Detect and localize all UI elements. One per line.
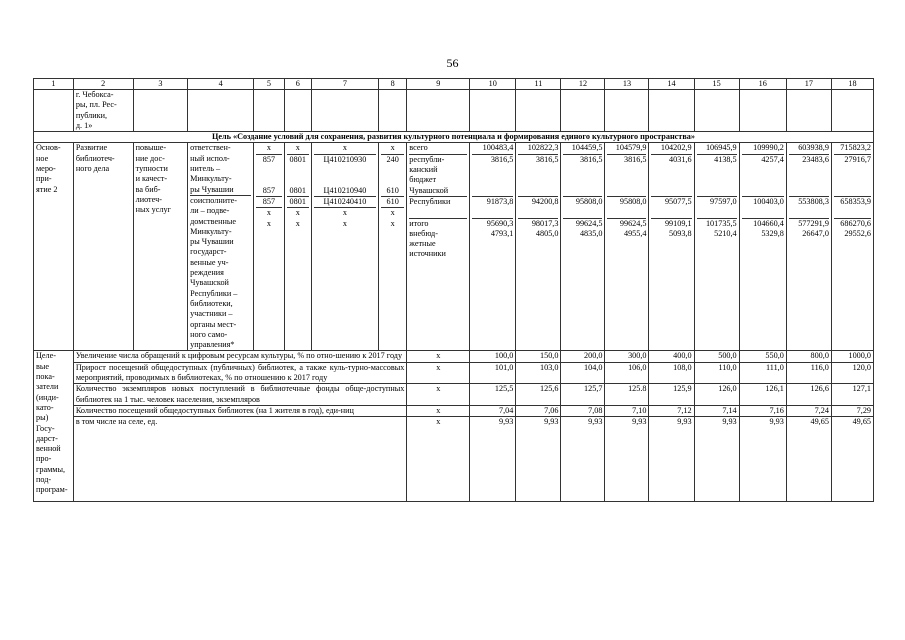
indicator-value: 127,1 [831,384,873,406]
column-header: 14 [649,79,694,90]
column-header: 15 [694,79,739,90]
cell-line: Чувашской [190,278,229,288]
cell-line: управления* [190,340,235,350]
indicator-value: 7,04 [470,405,516,416]
cell-line: и качест- [135,174,168,184]
indicator-value: 9,93 [470,417,516,502]
cell-line: ры Чувашии [190,184,234,194]
column-header: 6 [284,79,311,90]
cell-line: граммы, [36,464,65,474]
event-executors [190,143,251,350]
cell-line: х [295,143,300,153]
cell-line: ры Чувашии [190,237,234,247]
cell-line: 553808,3 [789,196,829,207]
cell-line [314,165,376,175]
cell-line: 3816,5 [563,154,602,165]
cell-line: 3816,5 [518,154,558,165]
cell-line: 100483,4 [482,143,514,153]
indicator-value: 125,5 [470,384,516,406]
address-cell [76,90,131,131]
cell-line [789,186,829,196]
cell-line: 91873,8 [472,196,513,207]
column-header: 18 [831,79,873,90]
cell-line: ного само- [190,329,228,339]
indicator-value: 9,93 [516,417,561,502]
cell-line: 94200,8 [518,196,558,207]
cell-line [607,207,646,217]
event-values-2024 [697,143,737,239]
cell-line: х [314,207,376,218]
goal-title: Цель «Создание условий для сохранения, развития культурного потенциала и формирования единого культурного пространства» [34,132,874,143]
cell-line: пока- [36,372,55,382]
event-section-codes [287,143,309,228]
column-header: 8 [378,79,406,90]
cell-line: 857 [256,154,281,165]
cell-line: х [390,143,395,153]
cell-line: 0801 [287,196,309,207]
cell-line: 95808,0 [563,196,602,207]
indicator-value: 49,65 [786,417,831,502]
column-header: 17 [786,79,831,90]
cell-line [607,186,646,196]
indicator-row [34,384,874,406]
cell-line: тупности [135,164,168,174]
indicator-value: 103,0 [516,362,561,384]
indicator-value: 9,93 [649,417,694,502]
cell-line: Республики [409,196,467,207]
cell-line [287,165,309,175]
cell-line [287,175,309,185]
cell-line: х [287,207,309,218]
indicator-value: 9,93 [561,417,605,502]
cell-line: органы мест- [190,319,237,329]
cell-line: 4138,5 [697,154,737,165]
cell-line: ного дела [75,164,110,174]
cell-line [472,207,513,217]
column-header: 16 [739,79,786,90]
cell-line [742,175,784,185]
cell-line: венные уч- [190,257,229,267]
cell-line: 23483,6 [789,154,829,165]
indicator-row [34,417,874,502]
cell-line: (инди- [36,392,59,402]
indicator-value: 500,0 [694,351,739,362]
cell-line: 5329,8 [761,228,784,238]
indicator-value: 49,65 [831,417,873,502]
cell-line: 3816,5 [472,154,513,165]
cell-line: 603938,9 [798,143,829,153]
cell-line [742,186,784,196]
cell-line: жетные [409,239,436,249]
indicator-value: 400,0 [649,351,694,362]
indicator-value: 200,0 [561,351,605,362]
cell-line [834,207,871,217]
cell-line: дарст- [36,433,58,443]
cell-line: г. Чебокса- [75,90,114,99]
cell-line: соисполните- [190,195,251,206]
column-header: 4 [188,79,254,90]
indicator-value: 9,93 [694,417,739,502]
cell-line: х [295,218,300,228]
event-values-2026-2030 [789,143,829,239]
indicator-value: 7,12 [649,405,694,416]
indicator-value: 125,9 [649,384,694,406]
cell-line [563,165,602,175]
event-values-2022 [607,143,646,239]
cell-line: 26647,0 [802,228,829,238]
cell-line: про- [36,454,52,464]
cell-line: 240 [381,154,404,165]
cell-line: вые [36,361,50,371]
column-header: 11 [516,79,561,90]
indicator-value: 7,24 [786,405,831,416]
column-header: 2 [73,79,133,90]
cell-line [518,186,558,196]
event-values-2021 [563,143,602,239]
indicator-row [34,405,874,416]
cell-line: 95808,0 [607,196,646,207]
column-header: 5 [254,79,284,90]
indicator-unit: х [407,362,470,384]
cell-line [651,186,691,196]
cell-line: 658353,9 [834,196,871,207]
cell-line: 102822,3 [527,143,559,153]
indicator-value: 100,0 [470,351,516,362]
cell-line: 4257,4 [742,154,784,165]
cell-line: 857 [262,185,276,195]
indicator-value: 7,06 [516,405,561,416]
indicator-name: Количество экземпляров новых поступлений в библиотечные фонды обще-доступных библиотек на 1 тыс. человек населения, экземпляров [73,384,406,406]
indicator-name: в том числе на селе, ед. [73,417,406,502]
cell-line: Госу- [36,423,55,433]
cell-line: Ц410210930 [314,154,376,165]
indicator-name: Прирост посещений общедоступных (публичных) библиотек, а также куль-турно-массовых мероприятий, проводимых в библиотеках, % по отношению к 2017 году [73,362,406,384]
cell-line: итого [409,218,467,229]
column-header: 9 [407,79,470,90]
cell-line: 104202,9 [660,143,692,153]
cell-line: 715823,2 [840,143,871,153]
cell-line [697,186,737,196]
cell-line: 99624,5 [563,218,602,229]
indicator-value: 7,16 [739,405,786,416]
column-header: 12 [561,79,605,90]
cell-line: ва биб- [135,184,161,194]
event-expense-codes [381,143,404,228]
cell-line: Минкульту- [190,174,232,184]
cell-line: 97597,0 [697,196,737,207]
cell-line [256,175,281,185]
indicator-value: 300,0 [605,351,649,362]
cell-line: х [266,218,271,228]
cell-line: 4835,0 [579,228,603,238]
cell-line: Развитие [75,143,108,153]
cell-line: источники [409,249,446,259]
cell-line: х [381,207,404,218]
indicator-value: 9,93 [605,417,649,502]
cell-line: 106945,9 [705,143,737,153]
cell-line [697,175,737,185]
cell-line: 4031,6 [651,154,691,165]
cell-line: лиотеч- [135,194,162,204]
cell-line: 857 [256,196,281,207]
cell-line: х [256,207,281,218]
cell-line [834,175,871,185]
cell-line: ятие 2 [36,184,58,194]
cell-line [834,186,871,196]
cell-line [472,186,513,196]
cell-line: повыше- [135,143,167,153]
cell-line: бюджет [409,175,437,185]
cell-line: 5093,8 [669,228,692,238]
cell-line: ние дос- [135,153,165,163]
cell-line [834,165,871,175]
indicator-value: 126,1 [739,384,786,406]
indicator-value: 7,29 [831,405,873,416]
cell-line: Ц410240410 [314,196,376,207]
cell-line: Целе- [36,351,56,361]
cell-line: 104660,4 [742,218,784,229]
cell-line: публики, [75,110,108,120]
cell-line: 27916,7 [834,154,871,165]
event-funding-sources [409,143,467,259]
cell-line: като- [36,402,54,412]
indicator-value: 1000,0 [831,351,873,362]
column-header: 1 [34,79,74,90]
cell-line: х [342,143,347,153]
indicator-value: 125,7 [561,384,605,406]
cell-line: 3816,5 [607,154,646,165]
cell-line: 0801 [289,185,306,195]
cell-line: 95077,5 [651,196,691,207]
cell-line: 100403,0 [742,196,784,207]
cell-line: Республики – [190,288,238,298]
event-type [36,143,71,194]
cell-line: 101735,5 [697,218,737,229]
indicator-value: 550,0 [739,351,786,362]
cell-line [607,165,646,175]
cell-line: 577291,9 [789,218,829,229]
cell-line: канский [409,165,438,175]
event-row [34,143,874,351]
cell-line [314,175,376,185]
indicator-value: 800,0 [786,351,831,362]
cell-line: Чувашской [409,185,449,195]
indicator-unit: х [407,351,470,362]
column-header: 10 [470,79,516,90]
cell-line: 95690,3 [472,218,513,229]
cell-line [381,165,404,175]
cell-line: 4793,1 [490,228,514,238]
cell-line: республи- [409,154,467,165]
indicator-value: 101,0 [470,362,516,384]
cell-line [256,165,281,175]
cell-line [789,207,829,217]
cell-line [409,207,467,217]
cell-line: библиотеч- [75,153,115,163]
cell-line: 98017,3 [518,218,558,229]
event-goal [136,143,186,215]
cell-line: ли – подве- [190,206,230,216]
cell-line [742,165,784,175]
cell-line: под- [36,474,52,484]
indicator-value: 104,0 [561,362,605,384]
cell-line [518,165,558,175]
cell-line [789,175,829,185]
event-values-2020 [518,143,558,239]
cell-line: ный испол- [190,153,230,163]
indicators-label [34,351,74,502]
cell-line: всего [409,143,428,153]
cell-line [697,165,737,175]
event-values-2031-2035 [834,143,871,239]
address-row [34,90,874,132]
cell-line [651,165,691,175]
cell-line [472,165,513,175]
cell-line: реждения [190,268,224,278]
cell-line [518,175,558,185]
indicator-value: 7,08 [561,405,605,416]
cell-line: ных услуг [135,205,171,215]
indicator-value: 116,0 [786,362,831,384]
indicator-value: 125.8 [605,384,649,406]
column-header: 3 [133,79,188,90]
indicator-value: 111,0 [739,362,786,384]
event-values-2023 [651,143,691,239]
indicator-value: 108,0 [649,362,694,384]
cell-line [472,175,513,185]
goal-row [34,132,874,143]
event-values-2019 [472,143,513,239]
cell-line [697,207,737,217]
indicator-name: Количество посещений общедоступных библиотек (на 1 жителя в год), еди-ниц [73,405,406,416]
indicator-unit: х [407,384,470,406]
cell-line: д. 1» [75,120,93,130]
indicator-value: 150,0 [516,351,561,362]
cell-line: ответствен- [190,143,231,153]
indicator-value: 120,0 [831,362,873,384]
cell-line: 610 [386,185,399,195]
cell-line: участники – [190,309,233,319]
event-values-2025 [742,143,784,239]
column-header-row [34,79,874,90]
cell-line: венной [36,444,61,454]
column-header: 13 [605,79,649,90]
cell-line [563,207,602,217]
cell-line: х [266,143,271,153]
cell-line: 0801 [287,154,309,165]
cell-line: 610 [381,196,404,207]
cell-line: меро- [36,164,56,174]
cell-line [742,207,784,217]
cell-line: внебюд- [409,228,438,238]
cell-line: 99109,1 [651,218,691,229]
indicator-row [34,362,874,384]
indicator-value: 126,6 [786,384,831,406]
cell-line: при- [36,174,52,184]
cell-line [563,186,602,196]
indicator-unit: х [407,405,470,416]
cell-line: домственные [190,216,236,226]
cell-line: 4805,0 [535,228,559,238]
cell-line [518,207,558,217]
event-grbs-codes [256,143,281,228]
cell-line [607,175,646,185]
cell-line: х [390,218,395,228]
cell-line: 104459,5 [571,143,603,153]
event-target-codes [314,143,376,228]
cell-line: 109990,2 [753,143,784,153]
cell-line: 4955,4 [623,228,647,238]
cell-line: програм- [36,485,68,495]
cell-line: Минкульту- [190,226,232,236]
cell-line: нитель – [190,164,221,174]
indicator-value: 9,93 [739,417,786,502]
cell-line: ное [36,153,49,163]
indicator-value: 110,0 [694,362,739,384]
indicator-value: 106,0 [605,362,649,384]
cell-line: библиотеки, [190,298,233,308]
cell-line: 104579,9 [615,143,647,153]
indicator-value: 7,10 [605,405,649,416]
cell-line [563,175,602,185]
cell-line [651,207,691,217]
cell-line: государст- [190,247,227,257]
indicator-value: 126,0 [694,384,739,406]
cell-line: 5210,4 [714,228,737,238]
page-number: 56 [446,56,459,70]
cell-line [651,175,691,185]
cell-line: затели [36,382,59,392]
cell-line: ры) [36,413,49,423]
cell-line: х [342,218,347,228]
cell-line: Основ- [36,143,61,153]
program-table [33,78,874,502]
event-name [76,143,131,174]
indicator-row [34,351,874,362]
cell-line [789,165,829,175]
indicator-value: 7,14 [694,405,739,416]
cell-line: 29552,6 [844,228,871,238]
cell-line: ры, пл. Рес- [75,100,117,110]
cell-line: Ц410210940 [323,185,367,195]
indicator-name: Увеличение числа обращений к цифровым ресурсам культуры, % по отно-шению к 2017 году [73,351,406,362]
column-header: 7 [311,79,378,90]
cell-line: 686270,6 [834,218,871,229]
cell-line [381,175,404,185]
indicator-value: 125,6 [516,384,561,406]
cell-line: 99624,5 [607,218,646,229]
indicator-unit: х [407,417,470,502]
